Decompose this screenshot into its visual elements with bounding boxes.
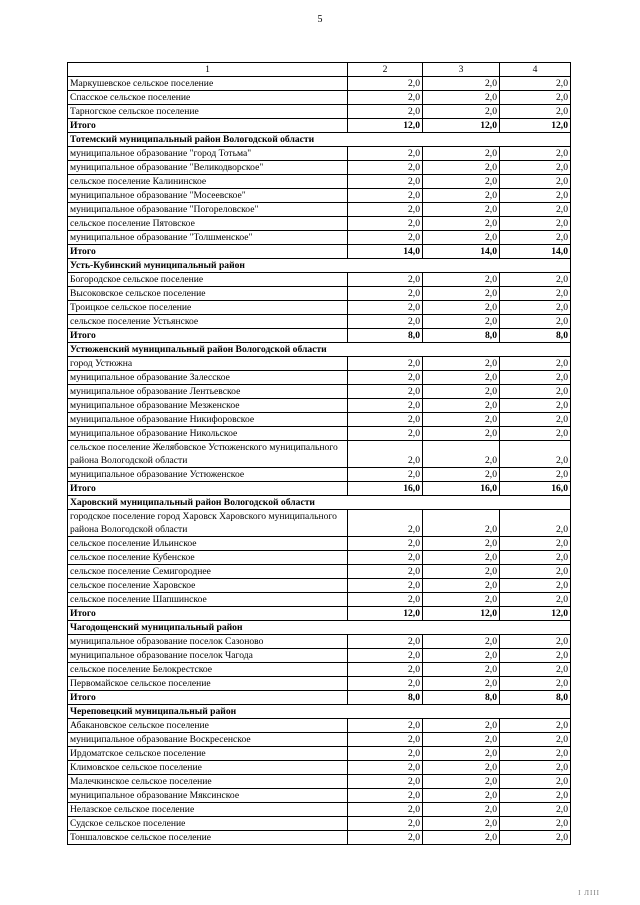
table-row [68,775,571,789]
settlement-name: муниципальное образование Никольское [68,427,348,441]
value-cell-col3: 2,0 [423,301,500,315]
table-row [68,189,571,203]
settlement-name: сельское поселение Ильинское [68,537,348,551]
value-cell-col2: 2,0 [348,371,423,385]
footer-mark: I ЛIII [578,889,600,897]
value-cell-col2: 2,0 [348,831,423,845]
settlement-name: муниципальное образование "город Тотьма" [68,147,348,161]
settlement-name: муниципальное образование Никифоровское [68,413,348,427]
value-cell-col4: 2,0 [500,510,571,537]
value-cell-col4: 2,0 [500,775,571,789]
table-row [68,719,571,733]
value-cell-col3: 2,0 [423,147,500,161]
value-cell-col3: 2,0 [423,789,500,803]
value-cell-col4: 2,0 [500,161,571,175]
table-header-row [68,63,571,77]
table-row [68,663,571,677]
value-cell-col2: 2,0 [348,663,423,677]
column-header-2: 2 [348,63,423,77]
table-row [68,203,571,217]
table-row [68,273,571,287]
value-cell-col4: 8,0 [500,329,571,343]
value-cell-col3: 2,0 [423,733,500,747]
value-cell-col4: 2,0 [500,719,571,733]
value-cell-col3: 2,0 [423,649,500,663]
settlement-name: муниципальное образование Воскресенское [68,733,348,747]
value-cell-col2: 2,0 [348,427,423,441]
value-cell-col2: 2,0 [348,147,423,161]
value-cell-col2: 2,0 [348,733,423,747]
table-row [68,161,571,175]
value-cell-col2: 2,0 [348,719,423,733]
table-row [68,175,571,189]
value-cell-col2: 2,0 [348,357,423,371]
value-cell-col2: 2,0 [348,649,423,663]
value-cell-col2: 2,0 [348,77,423,91]
value-cell-col2: 2,0 [348,273,423,287]
value-cell-col2: 2,0 [348,803,423,817]
settlement-name: Климовское сельское поселение [68,761,348,775]
value-cell-col2: 2,0 [348,217,423,231]
value-cell-col2: 2,0 [348,747,423,761]
table-row [68,747,571,761]
value-cell-col4: 2,0 [500,105,571,119]
value-cell-col4: 2,0 [500,747,571,761]
value-cell-col4: 2,0 [500,371,571,385]
value-cell-col3: 16,0 [423,482,500,496]
district-section-row [68,705,571,719]
table-row [68,441,571,468]
value-cell-col4: 2,0 [500,817,571,831]
table-row [68,733,571,747]
value-cell-col4: 12,0 [500,119,571,133]
value-cell-col2: 2,0 [348,161,423,175]
district-section-row [68,496,571,510]
table-row [68,579,571,593]
table-row [68,105,571,119]
value-cell-col3: 2,0 [423,315,500,329]
value-cell-col3: 2,0 [423,385,500,399]
settlement-name: муниципальное образование Залесское [68,371,348,385]
settlement-name: городское поселение город Харовск Харовского муниципального района Вологодской области [68,510,348,537]
value-cell-col4: 2,0 [500,537,571,551]
value-cell-col2: 2,0 [348,817,423,831]
total-label: Итого [68,691,348,705]
value-cell-col3: 2,0 [423,803,500,817]
total-row [68,119,571,133]
value-cell-col2: 2,0 [348,91,423,105]
value-cell-col3: 2,0 [423,371,500,385]
value-cell-col3: 2,0 [423,468,500,482]
value-cell-col3: 2,0 [423,427,500,441]
value-cell-col2: 2,0 [348,189,423,203]
value-cell-col2: 14,0 [348,245,423,259]
value-cell-col2: 12,0 [348,119,423,133]
district-section-row [68,343,571,357]
table-row [68,635,571,649]
value-cell-col2: 2,0 [348,579,423,593]
value-cell-col2: 2,0 [348,510,423,537]
value-cell-col3: 2,0 [423,189,500,203]
value-cell-col2: 2,0 [348,175,423,189]
value-cell-col2: 12,0 [348,607,423,621]
settlement-name: сельское поселение Устьянское [68,315,348,329]
value-cell-col3: 8,0 [423,691,500,705]
value-cell-col3: 2,0 [423,761,500,775]
value-cell-col3: 2,0 [423,677,500,691]
settlement-name: сельское поселение Кубенское [68,551,348,565]
settlement-name: муниципальное образование Лентьевское [68,385,348,399]
value-cell-col2: 2,0 [348,468,423,482]
district-name: Чагодощенский муниципальный район [68,621,571,635]
column-header-4: 4 [500,63,571,77]
value-cell-col3: 12,0 [423,607,500,621]
value-cell-col3: 2,0 [423,747,500,761]
value-cell-col4: 2,0 [500,399,571,413]
value-cell-col4: 2,0 [500,441,571,468]
table-row [68,510,571,537]
value-cell-col4: 2,0 [500,831,571,845]
value-cell-col2: 2,0 [348,287,423,301]
value-cell-col4: 2,0 [500,789,571,803]
value-cell-col4: 12,0 [500,607,571,621]
table-row [68,831,571,845]
settlement-name: муниципальное образование "Мосеевское" [68,189,348,203]
value-cell-col2: 2,0 [348,789,423,803]
value-cell-col2: 8,0 [348,329,423,343]
settlement-name: Абакановское сельское поселение [68,719,348,733]
value-cell-col2: 2,0 [348,593,423,607]
value-cell-col4: 2,0 [500,357,571,371]
value-cell-col4: 2,0 [500,203,571,217]
value-cell-col3: 12,0 [423,119,500,133]
value-cell-col3: 2,0 [423,537,500,551]
value-cell-col4: 2,0 [500,803,571,817]
settlement-name: муниципальное образование "Погореловское" [68,203,348,217]
value-cell-col4: 2,0 [500,147,571,161]
value-cell-col4: 2,0 [500,77,571,91]
value-cell-col3: 2,0 [423,510,500,537]
settlement-name: муниципальное образование поселок Чагода [68,649,348,663]
table-row [68,593,571,607]
value-cell-col2: 2,0 [348,399,423,413]
total-label: Итого [68,119,348,133]
value-cell-col2: 2,0 [348,551,423,565]
value-cell-col4: 2,0 [500,189,571,203]
settlement-name: Высоковское сельское поселение [68,287,348,301]
table-row [68,147,571,161]
value-cell-col2: 2,0 [348,315,423,329]
value-cell-col2: 16,0 [348,482,423,496]
value-cell-col3: 2,0 [423,413,500,427]
settlement-name: сельское поселение Пятовское [68,217,348,231]
district-name: Череповецкий муниципальный район [68,705,571,719]
value-cell-col4: 2,0 [500,413,571,427]
value-cell-col4: 2,0 [500,579,571,593]
value-cell-col3: 2,0 [423,441,500,468]
value-cell-col3: 2,0 [423,635,500,649]
table-row [68,287,571,301]
value-cell-col2: 2,0 [348,635,423,649]
settlement-name: муниципальное образование "Толшменское" [68,231,348,245]
table-row [68,91,571,105]
settlement-name: город Устюжна [68,357,348,371]
table-row [68,761,571,775]
value-cell-col4: 2,0 [500,677,571,691]
table-row [68,413,571,427]
value-cell-col3: 2,0 [423,593,500,607]
value-cell-col3: 2,0 [423,217,500,231]
value-cell-col3: 2,0 [423,175,500,189]
value-cell-col4: 2,0 [500,635,571,649]
value-cell-col3: 2,0 [423,551,500,565]
value-cell-col3: 2,0 [423,203,500,217]
value-cell-col3: 2,0 [423,719,500,733]
value-cell-col3: 8,0 [423,329,500,343]
value-cell-col4: 2,0 [500,91,571,105]
settlement-name: муниципальное образование поселок Сазоново [68,635,348,649]
value-cell-col3: 2,0 [423,663,500,677]
value-cell-col3: 2,0 [423,817,500,831]
settlement-name: Малечкинское сельское поселение [68,775,348,789]
settlement-name: Тоншаловское сельское поселение [68,831,348,845]
district-section-row [68,259,571,273]
value-cell-col2: 2,0 [348,231,423,245]
table-row [68,649,571,663]
value-cell-col3: 2,0 [423,579,500,593]
value-cell-col4: 2,0 [500,315,571,329]
value-cell-col3: 2,0 [423,399,500,413]
value-cell-col4: 2,0 [500,427,571,441]
settlement-name: Тарногское сельское поселение [68,105,348,119]
value-cell-col4: 2,0 [500,175,571,189]
value-cell-col4: 2,0 [500,761,571,775]
value-cell-col2: 2,0 [348,301,423,315]
table-row [68,231,571,245]
allocation-table [67,62,571,845]
settlement-name: муниципальное образование Мяксинское [68,789,348,803]
table-row [68,371,571,385]
table-row [68,217,571,231]
value-cell-col2: 2,0 [348,385,423,399]
table-row [68,399,571,413]
value-cell-col3: 2,0 [423,565,500,579]
total-row [68,245,571,259]
value-cell-col4: 2,0 [500,287,571,301]
table-row [68,385,571,399]
settlement-name: Троицкое сельское поселение [68,301,348,315]
settlement-name: Нелазское сельское поселение [68,803,348,817]
value-cell-col4: 2,0 [500,273,571,287]
total-row [68,691,571,705]
value-cell-col3: 2,0 [423,105,500,119]
table-row [68,677,571,691]
district-name: Усть-Кубинский муниципальный район [68,259,571,273]
value-cell-col3: 2,0 [423,91,500,105]
total-label: Итого [68,329,348,343]
settlement-name: Спасское сельское поселение [68,91,348,105]
total-row [68,329,571,343]
total-row [68,482,571,496]
value-cell-col2: 2,0 [348,677,423,691]
total-label: Итого [68,245,348,259]
table-row [68,789,571,803]
value-cell-col4: 2,0 [500,733,571,747]
value-cell-col2: 2,0 [348,105,423,119]
value-cell-col4: 2,0 [500,301,571,315]
settlement-name: сельское поселение Харовское [68,579,348,593]
settlement-name: сельское поселение Шапшинское [68,593,348,607]
total-label: Итого [68,482,348,496]
value-cell-col2: 2,0 [348,203,423,217]
table-row [68,803,571,817]
settlement-name: сельское поселение Белокрестское [68,663,348,677]
settlement-name: сельское поселение Семигороднее [68,565,348,579]
table-row [68,357,571,371]
settlement-name: сельское поселение Калининское [68,175,348,189]
value-cell-col4: 2,0 [500,551,571,565]
value-cell-col4: 2,0 [500,593,571,607]
value-cell-col3: 2,0 [423,161,500,175]
settlement-name: Маркушевское сельское поселение [68,77,348,91]
value-cell-col4: 2,0 [500,231,571,245]
value-cell-col4: 2,0 [500,649,571,663]
table-row [68,77,571,91]
value-cell-col4: 16,0 [500,482,571,496]
value-cell-col3: 14,0 [423,245,500,259]
value-cell-col2: 2,0 [348,775,423,789]
value-cell-col3: 2,0 [423,231,500,245]
settlement-name: муниципальное образование Устюженское [68,468,348,482]
value-cell-col2: 2,0 [348,441,423,468]
value-cell-col4: 2,0 [500,217,571,231]
table-row [68,468,571,482]
value-cell-col3: 2,0 [423,831,500,845]
value-cell-col2: 2,0 [348,761,423,775]
settlement-name: сельское поселение Желябовское Устюженского муниципального района Вологодской области [68,441,348,468]
table-row [68,315,571,329]
table-row [68,427,571,441]
value-cell-col4: 2,0 [500,468,571,482]
page-number: 5 [317,14,323,25]
district-section-row [68,621,571,635]
table-row [68,817,571,831]
table-row [68,301,571,315]
value-cell-col3: 2,0 [423,77,500,91]
settlement-name: Первомайское сельское поселение [68,677,348,691]
settlement-name: муниципальное образование "Великодворское" [68,161,348,175]
table-row [68,537,571,551]
district-name: Тотемский муниципальный район Вологодской области [68,133,571,147]
settlement-name: Богородское сельское поселение [68,273,348,287]
value-cell-col2: 2,0 [348,537,423,551]
value-cell-col3: 2,0 [423,273,500,287]
value-cell-col2: 8,0 [348,691,423,705]
value-cell-col4: 2,0 [500,385,571,399]
settlement-name: муниципальное образование Мезженское [68,399,348,413]
settlement-name: Ирдоматское сельское поселение [68,747,348,761]
value-cell-col4: 14,0 [500,245,571,259]
value-cell-col3: 2,0 [423,287,500,301]
table-row [68,551,571,565]
column-header-1: 1 [68,63,348,77]
value-cell-col3: 2,0 [423,357,500,371]
value-cell-col4: 2,0 [500,663,571,677]
value-cell-col4: 8,0 [500,691,571,705]
district-section-row [68,133,571,147]
total-label: Итого [68,607,348,621]
settlement-name: Судское сельское поселение [68,817,348,831]
table-body [68,63,571,845]
district-name: Харовский муниципальный район Вологодской области [68,496,571,510]
total-row [68,607,571,621]
value-cell-col2: 2,0 [348,565,423,579]
column-header-3: 3 [423,63,500,77]
value-cell-col4: 2,0 [500,565,571,579]
table-row [68,565,571,579]
district-name: Устюженский муниципальный район Вологодской области [68,343,571,357]
value-cell-col2: 2,0 [348,413,423,427]
value-cell-col3: 2,0 [423,775,500,789]
